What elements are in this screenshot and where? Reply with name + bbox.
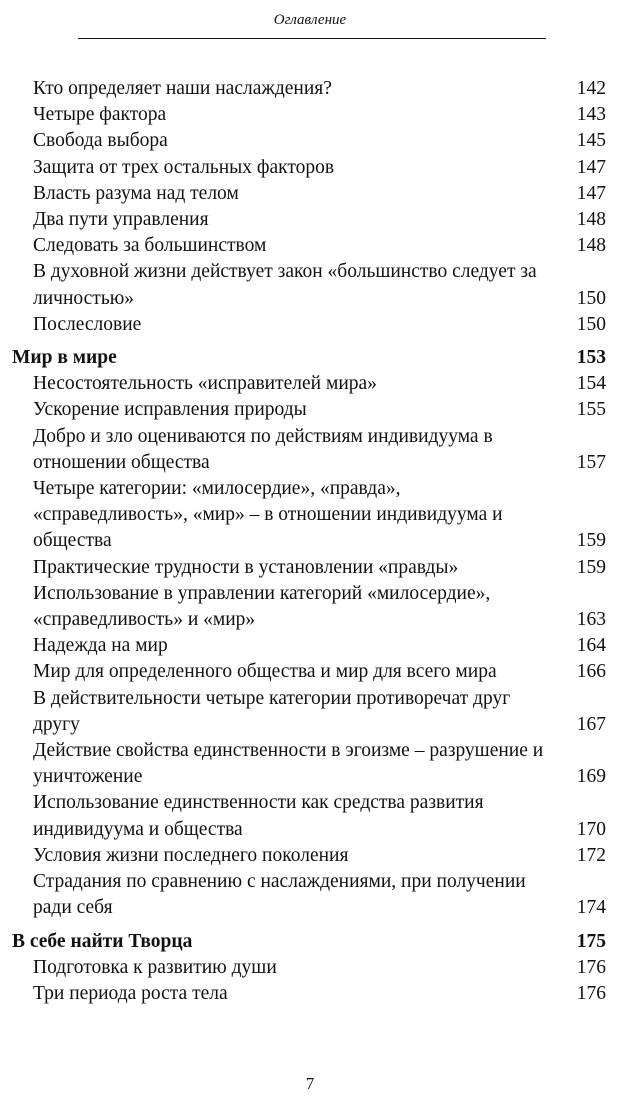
toc-entry[interactable] (12, 207, 606, 233)
toc-entry-title: Следовать за большинством (33, 235, 267, 257)
toc-entry-page: 164 (576, 635, 606, 657)
toc-entry-title: Ускорение исправления природы (33, 399, 307, 421)
toc-entry-title: Использование единственности как средства развития индивидуума и общества (33, 792, 484, 840)
toc-entry-page: 163 (576, 609, 606, 631)
toc-entry-page: 143 (576, 104, 606, 126)
toc-entry[interactable] (12, 981, 606, 1007)
toc-entry-title: Защита от трех остальных факторов (33, 156, 335, 178)
toc-entry[interactable] (12, 76, 606, 102)
toc-entry[interactable] (12, 738, 606, 790)
toc-chapter-page: 153 (576, 347, 606, 369)
toc-entry-title: Три периода роста тела (33, 982, 228, 1004)
toc-entry-title: Добро и зло оцениваются по действиям индивидуума в отношении общества (33, 425, 493, 473)
toc-entry[interactable] (12, 843, 606, 869)
toc-entry-title: Действие свойства единственности в эгоизме – разрушение и уничтожение (33, 740, 544, 788)
toc-entry-title: Страдания по сравнению с наслаждениями, при получении ради себя (33, 871, 526, 919)
toc-entry-page: 150 (576, 287, 606, 309)
toc-entry-page: 176 (576, 956, 606, 978)
toc-entry-page: 155 (576, 399, 606, 421)
toc-entry-title: Послесловие (33, 313, 142, 335)
toc-entry[interactable] (12, 312, 606, 338)
toc-chapter-title: Мир в мире (12, 347, 117, 369)
toc-entry-title: В действительности четыре категории противоречат друг другу (33, 687, 511, 735)
toc-entry-page: 172 (576, 844, 606, 866)
toc-entry[interactable] (12, 633, 606, 659)
toc-entry-title: Кто определяет наши наслаждения? (33, 78, 332, 99)
toc-entry[interactable] (12, 233, 606, 259)
toc-entry-title: Два пути управления (33, 209, 209, 231)
toc-entry[interactable] (12, 686, 606, 738)
toc-entry[interactable] (12, 371, 606, 397)
toc-entry-page: 170 (576, 818, 606, 840)
toc-entry-page: 147 (576, 156, 606, 178)
toc-entry-page: 145 (576, 130, 606, 152)
toc-chapter-page: 175 (576, 930, 606, 952)
toc-entry-title: В духовной жизни действует закон «большинство следует за личностью» (33, 261, 537, 309)
toc-chapter[interactable] (12, 929, 606, 955)
toc-chapter[interactable] (12, 345, 606, 371)
toc-entry-page: 154 (576, 373, 606, 395)
toc-entry[interactable] (12, 155, 606, 181)
toc-entry-page: 167 (576, 713, 606, 735)
toc-entry-page: 147 (576, 182, 606, 204)
toc-entry-title: Несостоятельность «исправителей мира» (33, 373, 377, 395)
toc-entry-page: 159 (576, 530, 606, 552)
toc-entry[interactable] (12, 659, 606, 685)
toc-entry-title: Четыре категории: «милосердие», «правда», «справедливость», «мир» – в отношении индивидуума и общества (33, 478, 503, 552)
toc-entry-page: 174 (576, 897, 606, 919)
toc-entry[interactable] (12, 955, 606, 981)
toc-entry[interactable] (12, 259, 606, 311)
toc-entry-page: 166 (576, 661, 606, 683)
toc-entry-page: 142 (576, 78, 606, 99)
toc-entry[interactable] (12, 128, 606, 154)
table-of-contents (12, 76, 606, 1007)
toc-entry[interactable] (12, 869, 606, 921)
toc-entry-page: 148 (576, 209, 606, 231)
toc-entry-page: 148 (576, 235, 606, 257)
toc-entry-title: Власть разума над телом (33, 182, 239, 204)
toc-entry-page: 157 (576, 451, 606, 473)
running-head: Оглавление (273, 12, 347, 28)
page-number: 7 (305, 1074, 315, 1093)
toc-entry-page: 159 (576, 556, 606, 578)
toc-entry[interactable] (12, 424, 606, 476)
toc-entry-page: 169 (576, 766, 606, 788)
toc-entry-title: Подготовка к развитию души (33, 956, 277, 978)
toc-entry-page: 176 (576, 982, 606, 1004)
toc-entry[interactable] (12, 476, 606, 555)
toc-entry-title: Практические трудности в установлении «правды» (33, 556, 459, 578)
toc-entry-title: Мир для определенного общества и мир для всего мира (33, 661, 497, 683)
toc-entry[interactable] (12, 102, 606, 128)
header-rule (78, 38, 546, 39)
toc-entry-title: Условия жизни последнего поколения (33, 844, 349, 866)
toc-chapter-title: В себе найти Творца (12, 930, 193, 952)
toc-entry[interactable] (12, 790, 606, 842)
toc-entry[interactable] (12, 581, 606, 633)
toc-entry-title: Свобода выбора (33, 130, 168, 152)
toc-entry[interactable] (12, 181, 606, 207)
toc-entry-title: Использование в управлении категорий «милосердие», «справедливость» и «мир» (33, 582, 491, 631)
toc-entry-page: 150 (576, 313, 606, 335)
toc-entry[interactable] (12, 397, 606, 423)
toc-entry[interactable] (12, 555, 606, 581)
toc-entry-title: Надежда на мир (33, 635, 168, 657)
toc-entry-title: Четыре фактора (33, 104, 167, 126)
